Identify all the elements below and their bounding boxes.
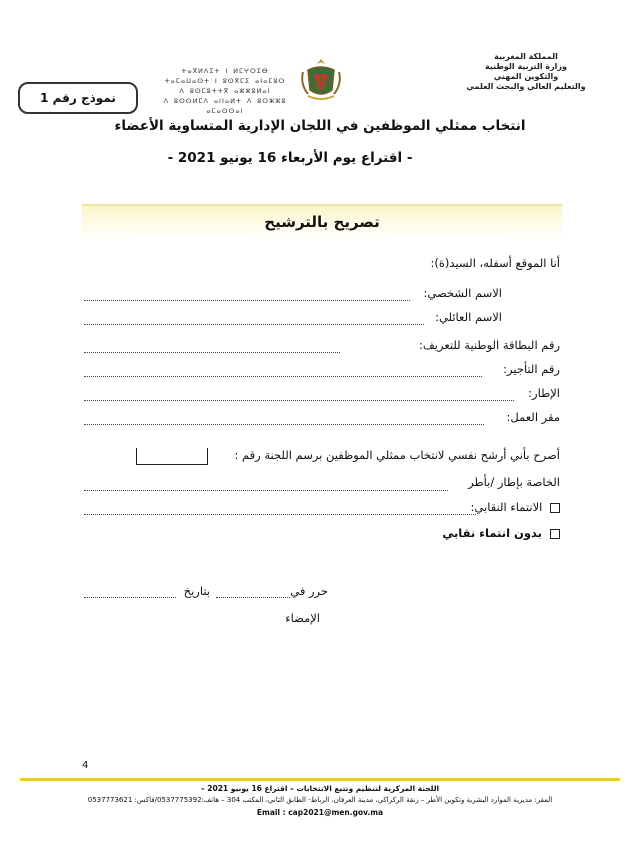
grade-field[interactable] bbox=[84, 400, 514, 401]
first-name-label: الاسم الشخصي: bbox=[423, 286, 502, 300]
model-number-badge: نموذج رقم 1 bbox=[18, 82, 138, 114]
last-name-label: الاسم العائلي: bbox=[435, 310, 502, 324]
union-option[interactable] bbox=[471, 500, 560, 514]
banner-title: تصريح بالترشيح bbox=[264, 213, 380, 231]
cin-label: رقم البطاقة الوطنية للتعريف: bbox=[419, 338, 560, 352]
cin-field[interactable] bbox=[84, 352, 340, 353]
made-in-field[interactable] bbox=[216, 597, 290, 598]
workplace-label: مقر العمل: bbox=[506, 410, 560, 424]
ministry-line: المملكة المغربية bbox=[494, 52, 558, 61]
specific-grade-label: الخاصة بإطار /بأطر bbox=[468, 475, 560, 489]
page-number: 4 bbox=[82, 760, 89, 771]
specific-grade-field[interactable] bbox=[84, 490, 448, 491]
date-field[interactable] bbox=[84, 597, 176, 598]
election-date: - اقتراع يوم الأربعاء 16 يونيو 2021 - bbox=[167, 150, 413, 166]
union-checkbox[interactable] bbox=[550, 503, 560, 513]
made-in-label: حرر في bbox=[290, 584, 328, 598]
last-name-field[interactable] bbox=[84, 324, 424, 325]
coat-of-arms-icon bbox=[298, 56, 344, 102]
union-field[interactable] bbox=[84, 514, 476, 515]
workplace-field[interactable] bbox=[84, 424, 484, 425]
union-label: الانتماء النقابي: bbox=[470, 500, 543, 514]
tifinagh-line: ⵜⴰⴳⵍⴷⵉⵜ ⵏ ⵍⵎⵖⵔⵉⴱ bbox=[181, 67, 269, 75]
first-name-field[interactable] bbox=[84, 300, 410, 301]
footer-address: المقر: مديرية الموارد البشرية وتكوين الأطر – زنقة الركراكي، مدينة العرفان، الرباط- الطابق الثاني، المكتب 304 – هاتف:0537775392/فاكس: 0537773621 bbox=[87, 796, 553, 804]
committee-number-box[interactable] bbox=[136, 448, 208, 465]
declaration-text: أصرح بأني أرشح نفسي لانتخاب ممثلي الموظفين برسم اللجنة رقم : bbox=[234, 448, 560, 462]
document-title: انتخاب ممثلي الموظفين في اللجان الإدارية المتساوية الأعضاء bbox=[114, 118, 526, 134]
date-label: بتاريخ bbox=[183, 584, 210, 598]
ministry-line: والتعليم العالي والبحث العلمي bbox=[466, 82, 586, 91]
footer-email: Email : cap2021@men.gov.ma bbox=[256, 808, 384, 817]
intro-label: أنا الموقع أسفله، السيد(ة): bbox=[430, 256, 560, 270]
tifinagh-line: ⵜⴰⵎⴰⵡⴰⵙⵜ ⵏ ⵓⵙⴳⵎⵉ ⴰⵏⴰⵎⵓⵔ bbox=[164, 77, 286, 85]
no-union-checkbox[interactable] bbox=[550, 529, 560, 539]
grade-label: الإطار: bbox=[528, 386, 560, 400]
ministry-name-arabic bbox=[456, 52, 596, 92]
tifinagh-line: ⴷ ⵓⵙⵎⵓⵜⵜⴳ ⴰⵣⵣⵓⵍⴰⵏ bbox=[179, 87, 271, 95]
no-union-option[interactable] bbox=[442, 526, 560, 540]
footer-rule bbox=[20, 778, 620, 781]
tifinagh-line: ⴷ ⵓⵙⵙⵍⵎⴷ ⴰⵏⵏⴰⵍⵜ ⴷ ⵓⵔⵣⵣⵓ ⴰⵎⴰⵙⵙⴰⵏ bbox=[163, 97, 287, 115]
no-union-label: بدون انتماء نقابي bbox=[442, 526, 542, 540]
signature-label: الإمضاء bbox=[285, 611, 320, 625]
payroll-field[interactable] bbox=[84, 376, 482, 377]
payroll-label: رقم التأجير: bbox=[503, 362, 560, 376]
ministry-name-tifinagh bbox=[150, 66, 300, 116]
footer-committee: اللجنة المركزية لتنظيم وتتبع الانتخابات – اقتراع 16 يونيو 2021 – bbox=[200, 784, 440, 793]
ministry-line: والتكوين المهني bbox=[493, 72, 559, 81]
ministry-line: وزارة التربية الوطنية bbox=[484, 62, 567, 71]
